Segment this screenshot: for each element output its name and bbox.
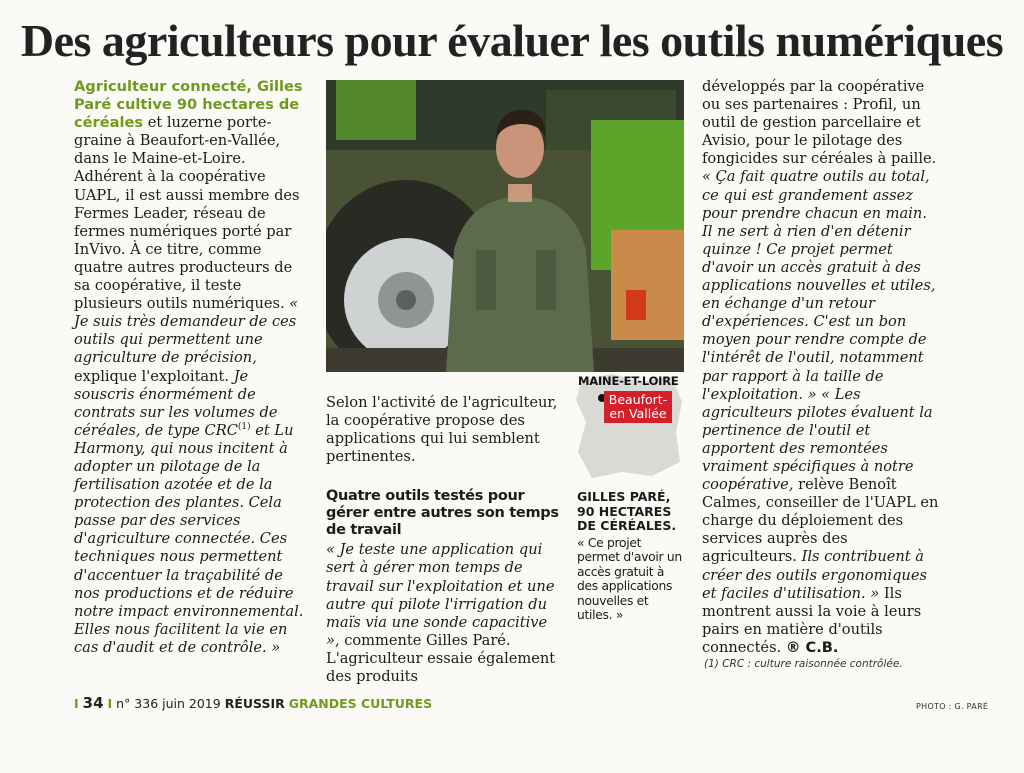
column-1: Agriculteur connecté, Gilles Paré cultive 90 hectares de céréales et luzerne porte-graine à Beaufort-en-Vallée, dans le Maine-et-Loire. Adhérent à la coopérative UAPL, il est aussi membre des Fermes Leader, réseau de fermes numériques porté par InVivo. À ce titre, comme quatre autres producteurs de sa coopérative, il teste plusieurs outils numériques. « Je suis très demandeur de ces outils qui permettent une agriculture de précision, explique l'exploitant. Je souscris énormément de contrats sur les volumes de céréales, de type CRC$^{(1)}$ et Lu Harmony, qui nous incitent à adopter un pilotage de la fertilisation azotée et de la protection des plantes. Cela passe par des services d'agriculture connectée. Ces techniques nous permettent d'accentuer la traçabilité de nos productions et de réduire notre impact environnemental. Elles nous facilitent la vie en cas d'audit et de contrôle. » <box>74 78 304 656</box>
article-title: Des agriculteurs pour évaluer les outils numériques <box>20 15 1004 66</box>
column-2: Selon l'activité de l'agriculteur, la coopérative propose des applications qui lui semblent pertinentes. Quatre outils testés pour gérer entre autres son temps de travail « Je teste une application qui sert à gérer mon temps de travail sur l'exploitation et une autre qui pilote l'irrigation du maïs via une sonde capacitive », commente Gilles Paré. L'agriculteur essaie également des produits <box>326 394 559 686</box>
photo-credit: PHOTO : G. PARÉ <box>916 702 989 711</box>
footnote: (1) CRC : culture raisonnée contrôlée. <box>704 658 903 670</box>
pull-quote: GILLES PARÉ, 90 HECTARES DE CÉRÉALES. « Ce projet permet d'avoir un accès gratuit à des applications nouvelles et utiles. » <box>577 489 682 622</box>
lead-text: Agriculteur connecté, Gilles Paré cultive 90 hectares de céréales <box>74 78 303 132</box>
farmer-tractor-photo <box>326 80 684 372</box>
author-signature: ® C.B. <box>785 638 839 656</box>
page-footer: I 34 I n° 336 juin 2019 RÉUSSIR GRANDES CULTURES <box>74 694 433 712</box>
page-number: 34 <box>82 694 104 712</box>
france-map <box>572 372 684 480</box>
footnote-ref: (1) <box>237 421 251 432</box>
section-subhead: Quatre outils testés pour gérer entre autres son temps de travail <box>326 488 559 539</box>
map-town-badge: Beaufort-en Vallée <box>604 391 672 423</box>
map-region-label: MAINE-ET-LOIRE <box>578 374 679 388</box>
issue-info: n° 336 juin 2019 <box>116 696 221 711</box>
column-3: développés par la coopérative ou ses partenaires : Profil, un outil de gestion parcellaire et Avisio, pour le pilotage des fongicides sur céréales à paille. « Ça fait quatre outils au total, ce qui est grandement assez pour prendre chacun en main. Il ne sert à rien d'en détenir quinze ! Ce projet permet d'avoir un accès gratuit à des applications nouvelles et utiles, en échange d'un retour d'expériences. C'est un bon moyen pour rendre compte de l'intérêt de l'outil, notamment par rapport à la taille de l'exploitation. » « Les agriculteurs pilotes évaluent la pertinence de l'outil et apportent des remontées vraiment spécifiques à notre coopérative, relève Benoît Calmes, conseiller de l'UAPL en charge du déploiement des services auprès des agriculteurs. Ils contribuent à créer des outils ergonomiques et faciles d'utilisation. » Ils montrent aussi la voie à leurs pairs en matière d'outils connectés. ® C.B. <box>702 78 939 656</box>
